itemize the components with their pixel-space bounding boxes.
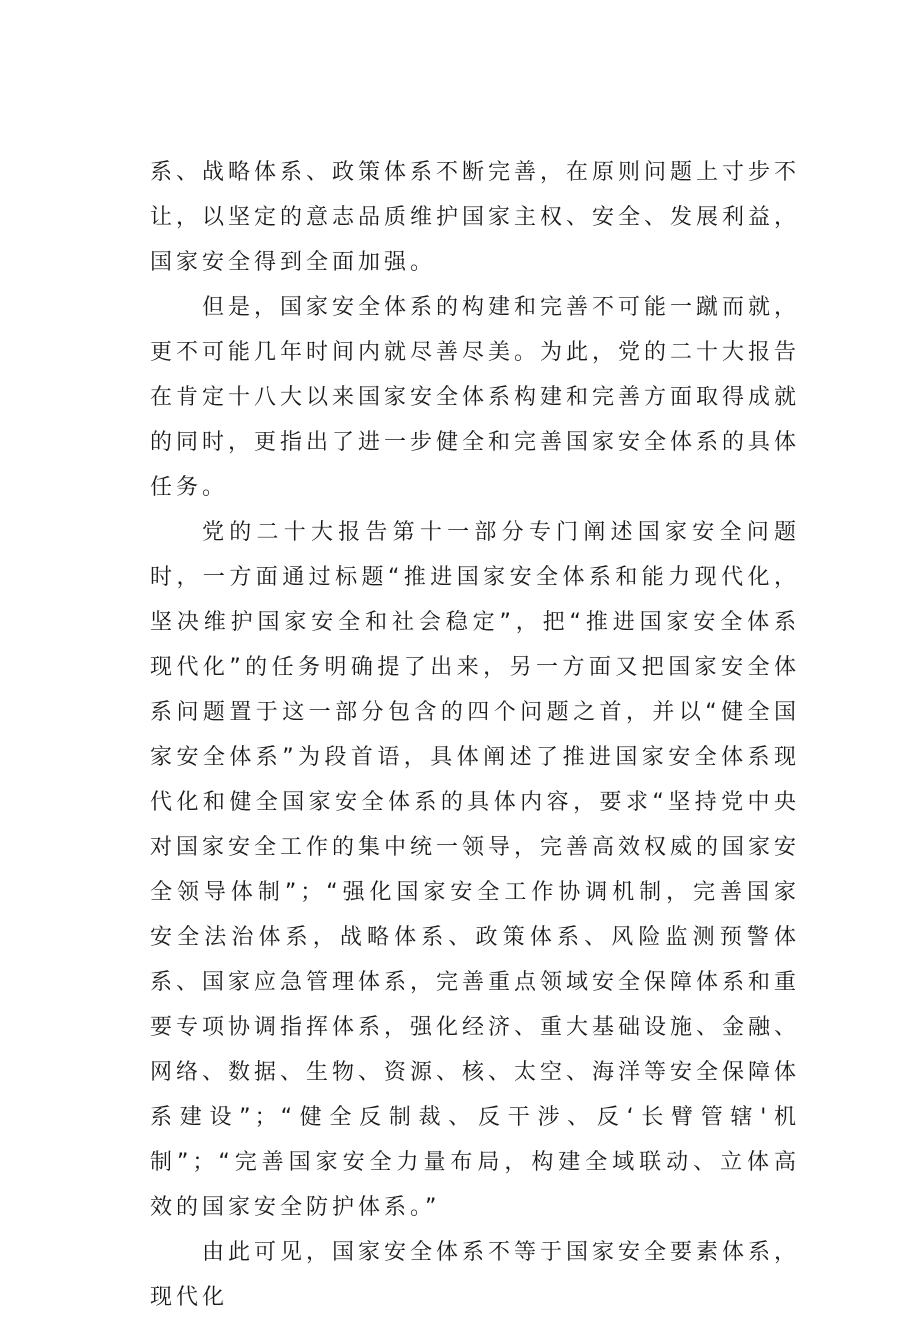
paragraph-2: 但是，国家安全体系的构建和完善不可能一蹴而就，更不可能几年时间内就尽善尽美。为此，党的二十大报告在肯定十八大以来国家安全体系构建和完善方面取得成就的同时，更指出了进一步健全和完善国家安全体系的具体任务。 — [150, 295, 801, 500]
document-body — [150, 150, 800, 1320]
paragraph-3: 党的二十大报告第十一部分专门阐述国家安全问题时，一方面通过标题“推进国家安全体系和能力现代化，坚决维护国家安全和社会稳定”，把“推进国家安全体系现代化”的任务明确提了出来，另一方面又把国家安全体系问题置于这一部分包含的四个问题之首，并以“健全国家安全体系”为段首语，具体阐述了推进国家安全体系现代化和健全国家安全体系的具体内容，要求“坚持党中央对国家安全工作的集中统一领导，完善高效权威的国家安全领导体制”；“强化国家安全工作协调机制，完善国家安全法治体系，战略体系、政策体系、风险监测预警体系、国家应急管理体系，完善重点领域安全保障体系和重要专项协调指挥体系，强化经济、重大基础设施、金融、网络、数据、生物、资源、核、太空、海洋等安全保障体系建设”；“健全反制裁、反干涉、反‘长臂管辖'机制”；“完善国家安全力量布局，构建全域联动、立体高效的国家安全防护体系。” — [150, 520, 801, 1220]
paragraph-4: 由此可见，国家安全体系不等于国家安全要素体系，现代化 — [150, 1240, 801, 1310]
paragraph-continuation: 系、战略体系、政策体系不断完善，在原则问题上寸步不让，以坚定的意志品质维护国家主权、安全、发展利益，国家安全得到全面加强。 — [150, 160, 801, 275]
